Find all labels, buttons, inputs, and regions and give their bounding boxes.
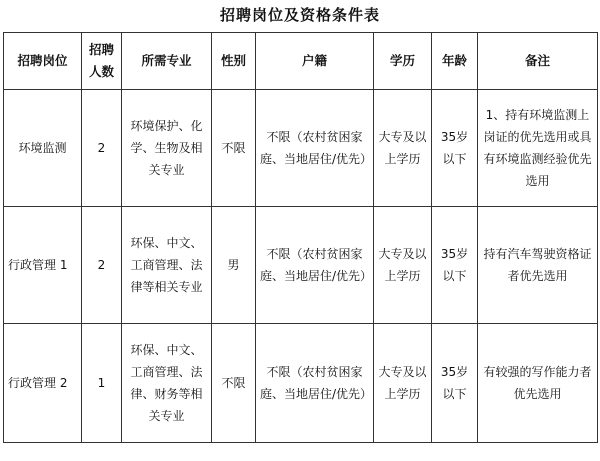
- page-title: 招聘岗位及资格条件表: [219, 6, 380, 24]
- cell-education: 大专及以上学历: [374, 90, 432, 207]
- cell-count: 2: [82, 90, 122, 207]
- cell-age: 35岁以下: [432, 324, 478, 443]
- header-major: 所需专业: [122, 33, 212, 90]
- cell-major: 环保、中文、工商管理、法律等相关专业: [122, 207, 212, 324]
- cell-education: 大专及以上学历: [374, 207, 432, 324]
- cell-position: 环境监测: [4, 90, 82, 207]
- cell-age: 35岁以下: [432, 90, 478, 207]
- cell-education: 大专及以上学历: [374, 324, 432, 443]
- cell-remark: 有较强的写作能力者优先选用: [478, 324, 598, 443]
- table-row: [4, 324, 598, 443]
- header-count: 招聘人数: [82, 33, 122, 90]
- header-remark: 备注: [478, 33, 598, 90]
- cell-remark: 持有汽车驾驶资格证者优先选用: [478, 207, 598, 324]
- cell-gender: 不限: [212, 90, 256, 207]
- cell-major: 环保、中文、工商管理、法律、财务等相关专业: [122, 324, 212, 443]
- cell-household: 不限（农村贫困家庭、当地居住/优先）: [256, 207, 374, 324]
- table-row: [4, 207, 598, 324]
- header-education: 学历: [374, 33, 432, 90]
- cell-gender: 男: [212, 207, 256, 324]
- cell-position: 行政管理 1: [4, 207, 82, 324]
- cell-count: 1: [82, 324, 122, 443]
- cell-count: 2: [82, 207, 122, 324]
- recruitment-table: [3, 32, 598, 443]
- table-row: [4, 90, 598, 207]
- header-row: [4, 33, 598, 90]
- cell-household: 不限（农村贫困家庭、当地居住/优先）: [256, 324, 374, 443]
- cell-remark: 1、持有环境监测上岗证的优先选用或具有环境监测经验优先选用: [478, 90, 598, 207]
- cell-household: 不限（农村贫困家庭、当地居住/优先）: [256, 90, 374, 207]
- cell-gender: 不限: [212, 324, 256, 443]
- header-household: 户籍: [256, 33, 374, 90]
- cell-age: 35岁以下: [432, 207, 478, 324]
- cell-position: 行政管理 2: [4, 324, 82, 443]
- header-gender: 性别: [212, 33, 256, 90]
- header-position: 招聘岗位: [4, 33, 82, 90]
- cell-major: 环境保护、化学、生物及相关专业: [122, 90, 212, 207]
- header-age: 年龄: [432, 33, 478, 90]
